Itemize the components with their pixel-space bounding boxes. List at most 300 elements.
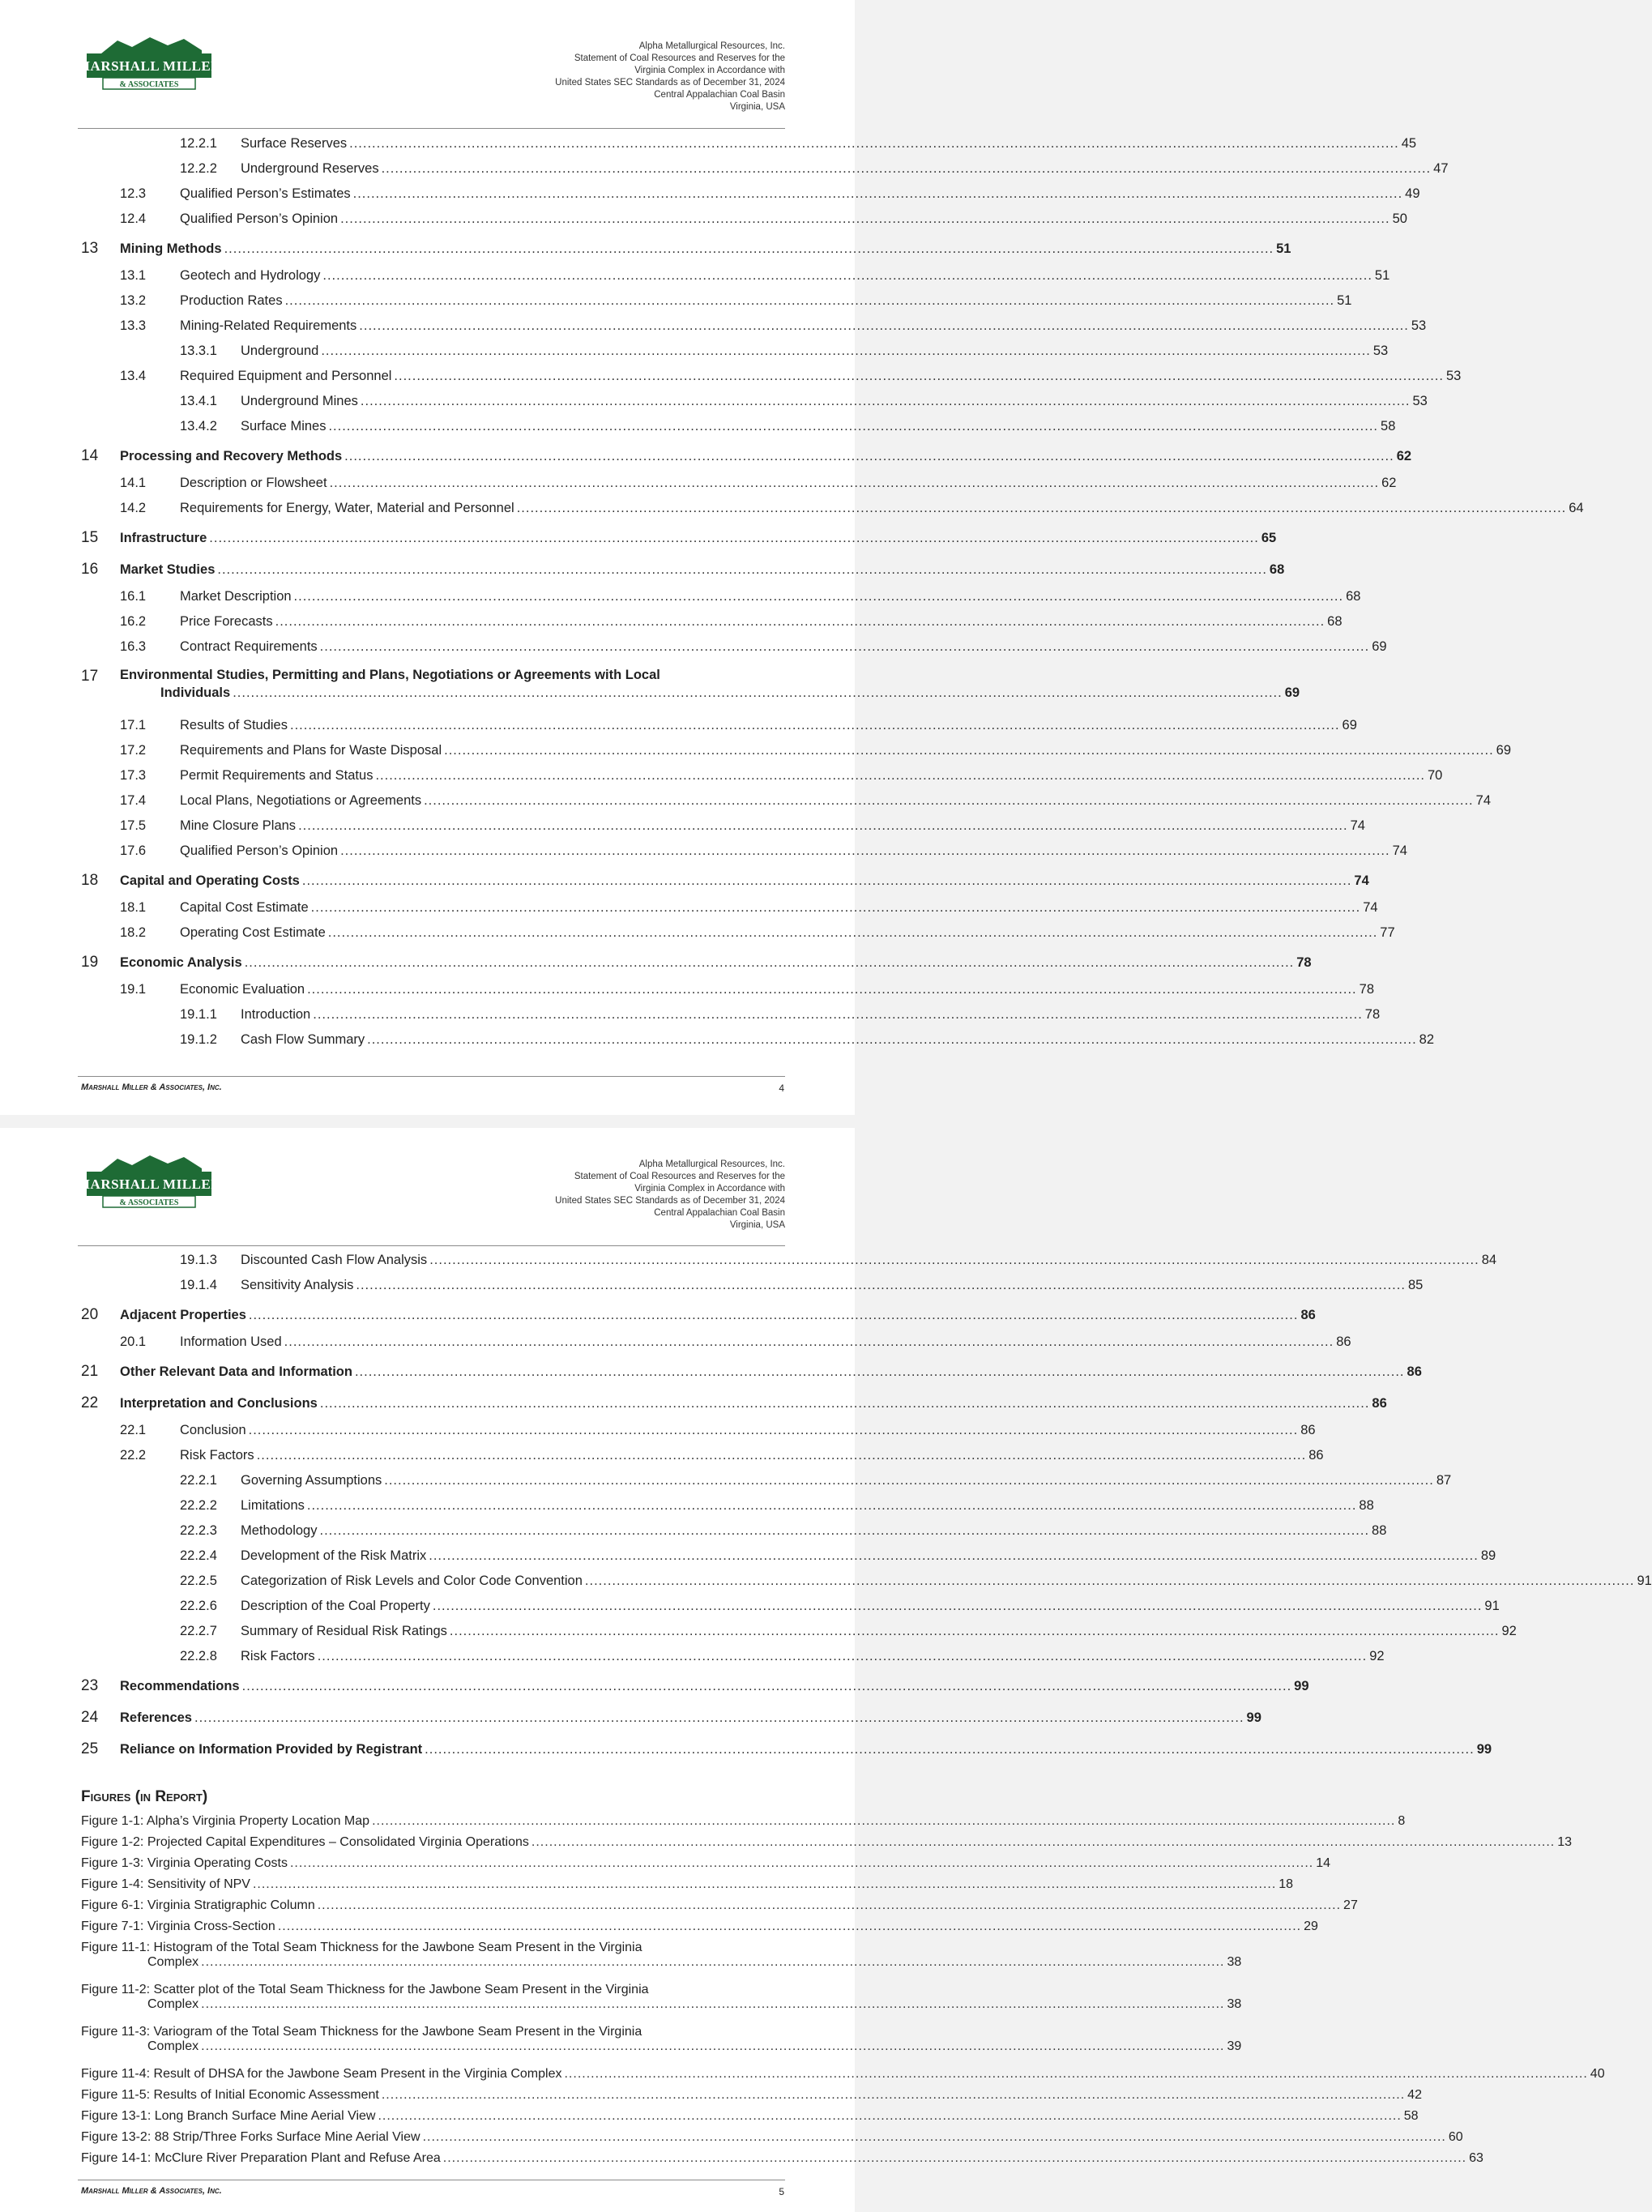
svg-text:MARSHALL MILLER: MARSHALL MILLER [77, 1176, 221, 1192]
toc-entry-number: 16.1 [120, 589, 147, 604]
figure-page: 14 [1316, 1856, 1331, 1870]
toc-entry-page: 74 [1392, 843, 1407, 858]
header-line: Alpha Metallurgical Resources, Inc. [638, 41, 785, 51]
toc-entry-page: 86 [1372, 1396, 1387, 1411]
toc-leader-dots [564, 2067, 1587, 2082]
toc-subsubsection-entry[interactable] [81, 1624, 1517, 1649]
toc-subsection-entry[interactable] [81, 768, 1443, 793]
toc-subsubsection-entry[interactable] [81, 1032, 1435, 1057]
figure-list-entry[interactable] [81, 2151, 1483, 2172]
toc-entry-page: 65 [1261, 531, 1277, 545]
toc-entry-title: Requirements for Energy, Water, Material and Personnel [180, 501, 514, 515]
table-of-contents [81, 136, 1584, 1057]
toc-entry-page: 86 [1300, 1308, 1316, 1322]
company-header [555, 1159, 785, 1232]
figure-list-entry[interactable] [81, 1941, 1242, 1983]
figure-page: 63 [1469, 2151, 1483, 2165]
toc-entry-page: 45 [1401, 136, 1417, 151]
toc-leader-dots [313, 1007, 1363, 1023]
figures-heading: Figures (in Report) [81, 1788, 208, 1805]
toc-leader-dots [294, 589, 1344, 604]
toc-entry-number: 13.4 [120, 369, 147, 383]
toc-entry-page: 85 [1407, 1278, 1424, 1292]
toc-entry-title: Risk Factors [180, 1448, 254, 1463]
toc-entry-title: Governing Assumptions [241, 1473, 382, 1488]
toc-entry-title: Required Equipment and Personnel [180, 369, 392, 383]
toc-entry-page: 74 [1363, 900, 1378, 915]
toc-entry-line [81, 685, 1300, 701]
toc-entry-page: 69 [1342, 718, 1357, 732]
toc-entry-number: 22.2.8 [180, 1649, 217, 1663]
toc-entry-number: 13.4.1 [180, 394, 217, 408]
toc-subsection-entry[interactable] [81, 501, 1584, 526]
toc-section-entry[interactable] [81, 526, 1277, 557]
header-line: Virginia Complex in Accordance with [634, 66, 785, 75]
toc-entry-number: 13.3.1 [180, 344, 217, 358]
figure-list-entry[interactable] [81, 2088, 1422, 2109]
toc-leader-dots [284, 1334, 1334, 1350]
toc-entry-number: 14.2 [120, 501, 147, 515]
toc-leader-dots [443, 2151, 1466, 2166]
toc-subsubsection-entry[interactable] [81, 1278, 1424, 1303]
header-line: Central Appalachian Coal Basin [654, 1208, 785, 1218]
toc-entry-title: Introduction [241, 1007, 311, 1022]
toc-leader-dots [344, 449, 1394, 464]
toc-entry-title: Description or Flowsheet [180, 476, 327, 490]
toc-entry-number: 17 [81, 668, 99, 685]
figure-title: Figure 6-1: Virginia Stratigraphic Column [81, 1898, 315, 1912]
toc-section-entry[interactable] [81, 1391, 1387, 1423]
toc-entry-page: 92 [1501, 1624, 1517, 1638]
toc-section-entry[interactable] [81, 237, 1291, 268]
toc-leader-dots [382, 161, 1432, 177]
toc-entry-number: 22.2.4 [180, 1548, 217, 1563]
toc-entry-number: 14 [81, 447, 99, 464]
toc-leader-dots [245, 955, 1295, 971]
toc-subsubsection-entry[interactable] [81, 1007, 1381, 1032]
toc-subsubsection-entry[interactable] [81, 1498, 1374, 1523]
document-page-4 [0, 0, 1584, 1115]
figure-page: 38 [1227, 1997, 1242, 2011]
toc-entry-title: Requirements and Plans for Waste Disposal [180, 743, 442, 758]
toc-entry-title: Operating Cost Estimate [180, 925, 326, 940]
toc-subsection-entry[interactable] [81, 614, 1343, 639]
toc-leader-dots [201, 1997, 1224, 2012]
toc-entry-title: Recommendations [120, 1679, 240, 1693]
toc-entry-title: Processing and Recovery Methods [120, 449, 343, 463]
figure-list-entry[interactable] [81, 1898, 1358, 1919]
header-line: Central Appalachian Coal Basin [654, 90, 785, 100]
toc-entry-number: 20 [81, 1306, 99, 1323]
toc-leader-dots [253, 1877, 1276, 1892]
page-number: 5 [779, 2186, 784, 2197]
toc-entry-page: 82 [1419, 1032, 1435, 1047]
toc-entry-number: 17.4 [120, 793, 147, 808]
toc-subsubsection-entry[interactable] [81, 1574, 1652, 1599]
toc-entry-title: Risk Factors [241, 1649, 315, 1663]
toc-leader-dots [429, 1548, 1479, 1564]
toc-leader-dots [424, 793, 1474, 809]
toc-entry-title: Mining Methods [120, 241, 222, 256]
toc-subsubsection-entry[interactable] [81, 1599, 1500, 1624]
toc-entry-number: 18.1 [120, 900, 147, 915]
figure-title-cont: Complex [147, 1997, 199, 2011]
toc-subsection-entry[interactable] [81, 718, 1357, 743]
toc-entry-number: 17.3 [120, 768, 147, 783]
toc-leader-dots [355, 1364, 1405, 1380]
toc-subsection-entry[interactable] [81, 1448, 1324, 1473]
toc-entry-page: 86 [1407, 1364, 1422, 1379]
table-of-contents [81, 1253, 1652, 2172]
toc-entry-number: 18.2 [120, 925, 147, 940]
toc-entry-number: 13 [81, 240, 99, 257]
toc-subsubsection-entry[interactable] [81, 344, 1389, 369]
toc-leader-dots [322, 268, 1372, 284]
toc-leader-dots [311, 900, 1361, 916]
toc-entry-number: 12.2.1 [180, 136, 217, 151]
toc-entry-page: 78 [1364, 1007, 1381, 1022]
toc-leader-dots [307, 1498, 1357, 1514]
toc-leader-dots [330, 476, 1380, 491]
toc-entry-number: 12.3 [120, 186, 147, 201]
toc-section-entry[interactable] [81, 444, 1412, 476]
header-line: Virginia, USA [729, 1220, 785, 1230]
toc-entry-number: 13.2 [120, 293, 147, 308]
toc-entry-page: 88 [1359, 1498, 1374, 1513]
toc-leader-dots [429, 1253, 1479, 1268]
toc-entry-page: 69 [1284, 685, 1300, 700]
toc-entry-number: 20.1 [120, 1334, 147, 1349]
toc-subsection-entry[interactable] [81, 268, 1390, 293]
figure-title: Figure 14-1: McClure River Preparation Plant and Refuse Area [81, 2151, 441, 2165]
figure-list-entry[interactable] [81, 1919, 1318, 1941]
toc-leader-dots [307, 982, 1357, 997]
toc-subsubsection-entry[interactable] [81, 1548, 1496, 1574]
svg-text:& ASSOCIATES: & ASSOCIATES [119, 80, 179, 89]
toc-section-entry[interactable] [81, 1737, 1492, 1769]
toc-entry-title: Development of the Risk Matrix [241, 1548, 427, 1563]
toc-leader-dots [257, 1448, 1307, 1463]
toc-leader-dots [233, 685, 1283, 701]
toc-entry-title: Underground Mines [241, 394, 358, 408]
toc-entry-number: 19.1.4 [180, 1278, 217, 1292]
toc-subsubsection-entry[interactable] [81, 1253, 1497, 1278]
toc-entry-title: Market Description [180, 589, 292, 604]
figure-title-line [81, 1955, 1242, 1970]
figure-list-entry[interactable] [81, 2025, 1242, 2067]
toc-subsection-entry[interactable] [81, 1423, 1316, 1448]
toc-section-entry[interactable] [81, 664, 1300, 718]
toc-entry-number: 13.4.2 [180, 419, 217, 433]
figure-title-cont: Complex [147, 2039, 199, 2053]
toc-leader-dots [285, 293, 1335, 309]
toc-subsection-entry[interactable] [81, 369, 1462, 394]
toc-section-entry[interactable] [81, 950, 1312, 982]
figure-page: 58 [1403, 2109, 1419, 2123]
toc-entry-page: 78 [1359, 982, 1374, 997]
toc-entry-number: 12.2.2 [180, 161, 217, 176]
toc-entry-page: 89 [1480, 1548, 1496, 1563]
toc-leader-dots [275, 614, 1325, 630]
toc-section-entry[interactable] [81, 557, 1285, 589]
toc-subsubsection-entry[interactable] [81, 1523, 1387, 1548]
svg-text:& ASSOCIATES: & ASSOCIATES [119, 1198, 179, 1207]
toc-leader-dots [318, 1649, 1368, 1664]
toc-entry-title: Discounted Cash Flow Analysis [241, 1253, 428, 1267]
toc-entry-title: Local Plans, Negotiations or Agreements [180, 793, 422, 808]
toc-entry-title: Geotech and Hydrology [180, 268, 321, 283]
toc-leader-dots [450, 1624, 1500, 1639]
toc-entry-number: 16.2 [120, 614, 147, 629]
toc-subsection-entry[interactable] [81, 639, 1387, 664]
header-line: Virginia, USA [729, 102, 785, 112]
toc-leader-dots [361, 394, 1411, 409]
figure-title-line [81, 2039, 1242, 2054]
toc-entry-page: 68 [1269, 562, 1285, 577]
toc-entry-page: 87 [1436, 1473, 1452, 1488]
toc-subsubsection-entry[interactable] [81, 136, 1417, 161]
toc-entry-page: 47 [1433, 161, 1449, 176]
toc-leader-dots [531, 1835, 1555, 1850]
toc-entry-page: 53 [1372, 344, 1389, 358]
figure-list-entry[interactable] [81, 1835, 1573, 1856]
toc-entry-number: 12.4 [120, 211, 147, 226]
toc-entry-title: Economic Analysis [120, 955, 242, 970]
toc-entry-page: 84 [1481, 1253, 1497, 1267]
toc-leader-dots [321, 344, 1371, 359]
toc-entry-number: 17.6 [120, 843, 147, 858]
toc-leader-dots [356, 1278, 1406, 1293]
figure-title: Figure 11-3: Variogram of the Total Seam Thickness for the Jawbone Seam Present in the Virginia [81, 2025, 642, 2039]
toc-leader-dots [249, 1423, 1299, 1438]
toc-entry-page: 88 [1372, 1523, 1387, 1538]
toc-entry-page: 74 [1350, 818, 1365, 833]
toc-entry-number: 19.1.3 [180, 1253, 217, 1267]
toc-leader-dots [433, 1599, 1483, 1614]
toc-entry-number: 19.1 [120, 982, 147, 997]
toc-leader-dots [394, 369, 1444, 384]
figure-list-entry[interactable] [81, 1814, 1406, 1835]
figure-title: Figure 13-1: Long Branch Surface Mine Aerial View [81, 2109, 376, 2123]
figure-title: Figure 11-5: Results of Initial Economic Assessment [81, 2088, 379, 2102]
logo-wordmark: MARSHALL MILLER [77, 58, 221, 74]
toc-entry-page: 58 [1381, 419, 1396, 433]
toc-entry-number: 23 [81, 1677, 99, 1694]
toc-subsection-entry[interactable] [81, 476, 1397, 501]
figure-title: Figure 11-1: Histogram of the Total Seam Thickness for the Jawbone Seam Present in the Virginia [81, 1941, 642, 1954]
toc-entry-page: 51 [1374, 268, 1390, 283]
toc-entry-number: 13.3 [120, 318, 147, 333]
toc-entry-page: 92 [1369, 1649, 1385, 1663]
toc-entry-page: 50 [1392, 211, 1407, 226]
toc-entry-number: 22.2 [120, 1448, 147, 1463]
toc-entry-title: Adjacent Properties [120, 1308, 246, 1322]
toc-entry-number: 25 [81, 1740, 99, 1757]
toc-entry-title: Permit Requirements and Status [180, 768, 374, 783]
company-logo [77, 1154, 221, 1212]
toc-subsubsection-entry[interactable] [81, 1473, 1452, 1498]
figure-title: Figure 1-2: Projected Capital Expenditures – Consolidated Virginia Operations [81, 1835, 529, 1849]
figure-list-entry[interactable] [81, 2067, 1605, 2088]
toc-entry-title: Capital and Operating Costs [120, 873, 300, 888]
toc-leader-dots [318, 1898, 1341, 1913]
toc-entry-title: Cash Flow Summary [241, 1032, 365, 1047]
toc-leader-dots [375, 768, 1425, 784]
toc-entry-title: Reliance on Information Provided by Registrant [120, 1742, 423, 1757]
toc-leader-dots [340, 843, 1390, 859]
toc-entry-number: 16 [81, 561, 99, 578]
toc-leader-dots [290, 718, 1340, 733]
toc-entry-title: Infrastructure [120, 531, 207, 545]
figure-list-entry[interactable] [81, 1877, 1294, 1898]
company-logo [77, 36, 221, 94]
footer-company: Marshall Miller & Associates, Inc. [81, 2186, 222, 2196]
toc-entry-title: Qualified Person’s Opinion [180, 211, 339, 226]
toc-subsection-entry[interactable] [81, 293, 1352, 318]
figure-title-line [81, 1997, 1242, 2012]
toc-leader-dots [320, 639, 1370, 655]
toc-entry-number: 17.5 [120, 818, 147, 833]
toc-subsection-entry[interactable] [81, 900, 1378, 925]
figure-list-entry[interactable] [81, 2109, 1419, 2130]
toc-entry-title: References [120, 1710, 192, 1725]
header-line: Statement of Coal Resources and Reserves for the [574, 1172, 785, 1181]
toc-subsection-entry[interactable] [81, 793, 1491, 818]
toc-leader-dots [201, 1955, 1224, 1970]
header-divider [78, 1245, 785, 1246]
toc-entry-number: 13.1 [120, 268, 147, 283]
toc-entry-page: 91 [1484, 1599, 1500, 1613]
figure-title: Figure 1-1: Alpha’s Virginia Property Location Map [81, 1814, 370, 1828]
toc-entry-page: 68 [1346, 589, 1361, 604]
toc-subsection-entry[interactable] [81, 1334, 1351, 1360]
figure-page: 42 [1407, 2088, 1422, 2102]
toc-leader-dots [585, 1574, 1635, 1589]
toc-entry-title: Price Forecasts [180, 614, 273, 629]
toc-subsection-entry[interactable] [81, 211, 1407, 237]
toc-subsection-entry[interactable] [81, 318, 1427, 344]
toc-section-entry[interactable] [81, 1674, 1309, 1706]
toc-subsubsection-entry[interactable] [81, 1649, 1385, 1674]
toc-entry-number: 22.1 [120, 1423, 147, 1437]
toc-leader-dots [378, 2109, 1401, 2124]
figure-title: Figure 13-2: 88 Strip/Three Forks Surface Mine Aerial View [81, 2130, 420, 2144]
toc-subsubsection-entry[interactable] [81, 419, 1396, 444]
figure-page: 29 [1304, 1919, 1318, 1933]
toc-entry-number: 16.3 [120, 639, 147, 654]
toc-entry-number: 22.2.1 [180, 1473, 217, 1488]
toc-entry-line [81, 668, 784, 685]
toc-entry-title-cont: Individuals [160, 685, 231, 700]
figure-list-entry[interactable] [81, 1983, 1242, 2025]
figure-page: 38 [1227, 1955, 1242, 1969]
toc-entry-title: Underground Reserves [241, 161, 379, 176]
toc-section-entry[interactable] [81, 1706, 1261, 1737]
page-number: 4 [779, 1083, 784, 1094]
toc-entry-page: 99 [1294, 1679, 1309, 1693]
toc-entry-page: 78 [1296, 955, 1312, 970]
toc-entry-title: Summary of Residual Risk Ratings [241, 1624, 447, 1638]
toc-entry-page: 49 [1405, 186, 1420, 201]
toc-entry-number: 19 [81, 954, 99, 971]
figure-page: 18 [1278, 1877, 1294, 1891]
toc-entry-title: Information Used [180, 1334, 282, 1349]
toc-entry-title: Description of the Coal Property [241, 1599, 430, 1613]
footer-divider [78, 1076, 785, 1077]
toc-leader-dots [224, 241, 1274, 257]
toc-entry-title: Other Relevant Data and Information [120, 1364, 352, 1379]
toc-entry-page: 74 [1354, 873, 1369, 888]
header-line: Statement of Coal Resources and Reserves for the [574, 53, 785, 63]
toc-subsection-entry[interactable] [81, 818, 1365, 843]
toc-entry-page: 91 [1637, 1574, 1652, 1588]
toc-entry-page: 99 [1246, 1710, 1261, 1725]
figure-title: Figure 11-4: Result of DHSA for the Jawbone Seam Present in the Virginia Complex [81, 2067, 562, 2081]
toc-entry-title: Contract Requirements [180, 639, 318, 654]
toc-leader-dots [209, 531, 1259, 546]
toc-entry-title: Capital Cost Estimate [180, 900, 309, 915]
toc-entry-number: 24 [81, 1709, 99, 1726]
toc-leader-dots [302, 873, 1352, 889]
toc-entry-title: Conclusion [180, 1423, 246, 1437]
toc-subsection-entry[interactable] [81, 589, 1361, 614]
toc-leader-dots [290, 1856, 1313, 1871]
toc-section-entry[interactable] [81, 1360, 1422, 1391]
toc-subsection-entry[interactable] [81, 186, 1420, 211]
toc-entry-page: 74 [1475, 793, 1491, 808]
toc-subsection-entry[interactable] [81, 743, 1512, 768]
toc-leader-dots [359, 318, 1409, 334]
toc-leader-dots [328, 925, 1378, 941]
toc-entry-number: 17.2 [120, 743, 147, 758]
toc-subsection-entry[interactable] [81, 925, 1395, 950]
header-line: United States SEC Standards as of December 31, 2024 [555, 78, 785, 88]
toc-leader-dots [444, 743, 1494, 758]
figure-page: 13 [1557, 1835, 1573, 1849]
toc-entry-page: 77 [1380, 925, 1395, 940]
header-line: Virginia Complex in Accordance with [634, 1184, 785, 1194]
toc-section-entry[interactable] [81, 1303, 1316, 1334]
toc-entry-page: 53 [1412, 394, 1428, 408]
toc-leader-dots [242, 1679, 1292, 1694]
toc-leader-dots [194, 1710, 1244, 1726]
toc-entry-page: 51 [1337, 293, 1352, 308]
toc-entry-title: Methodology [241, 1523, 318, 1538]
toc-entry-page: 70 [1428, 768, 1443, 783]
toc-subsection-entry[interactable] [81, 982, 1374, 1007]
toc-leader-dots [201, 2039, 1224, 2054]
toc-subsubsection-entry[interactable] [81, 394, 1428, 419]
toc-subsection-entry[interactable] [81, 843, 1407, 869]
toc-subsubsection-entry[interactable] [81, 161, 1449, 186]
toc-entry-page: 99 [1476, 1742, 1492, 1757]
toc-entry-page: 51 [1276, 241, 1291, 256]
toc-leader-dots [423, 2130, 1446, 2145]
toc-entry-title: Market Studies [120, 562, 216, 577]
toc-entry-title: Surface Reserves [241, 136, 348, 151]
toc-entry-number: 17.1 [120, 718, 147, 732]
toc-leader-dots [298, 818, 1348, 834]
figure-list-entry[interactable] [81, 1856, 1331, 1877]
toc-entry-page: 86 [1300, 1423, 1316, 1437]
toc-entry-title: Results of Studies [180, 718, 288, 732]
toc-entry-title: Mine Closure Plans [180, 818, 297, 833]
figure-list-entry[interactable] [81, 2130, 1463, 2151]
toc-entry-title: Economic Evaluation [180, 982, 305, 997]
toc-entry-title: Environmental Studies, Permitting and Plans, Negotiations or Agreements with Local [120, 668, 660, 682]
toc-section-entry[interactable] [81, 869, 1369, 900]
figure-page: 40 [1590, 2067, 1605, 2081]
